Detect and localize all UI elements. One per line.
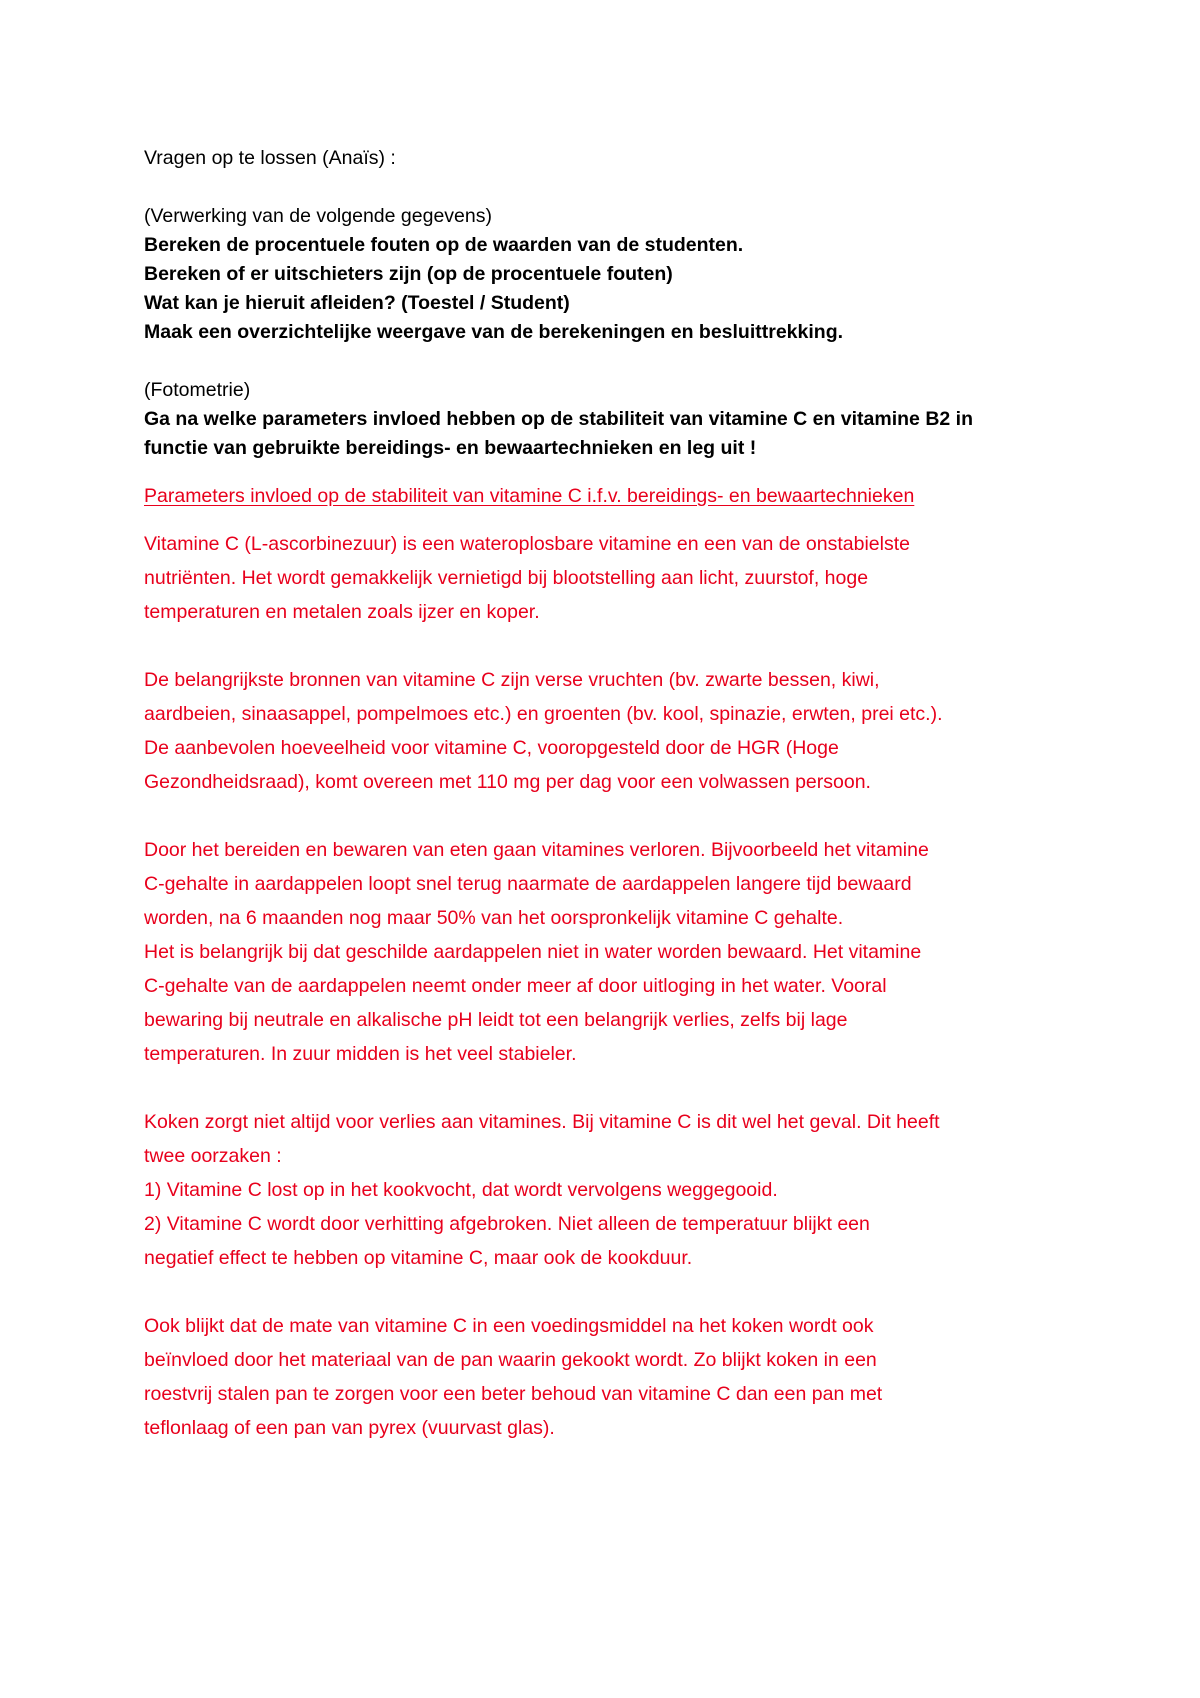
answer-p1-line-3: temperaturen en metalen zoals ijzer en koper. xyxy=(144,601,540,623)
section-heading-fotometrie: (Fotometrie) xyxy=(144,379,251,401)
answer-p4-line-3: 1) Vitamine C lost op in het kookvocht, dat wordt vervolgens weggegooid. xyxy=(144,1179,778,1201)
answer-p2-line-1: De belangrijkste bronnen van vitamine C zijn verse vruchten (bv. zwarte bessen, kiwi, xyxy=(144,669,880,691)
answer-paragraph-5 xyxy=(144,1309,1074,1445)
answer-p5-line-4: teflonlaag of een pan van pyrex (vuurvast glas). xyxy=(144,1417,555,1439)
answer-p4-line-4: 2) Vitamine C wordt door verhitting afgebroken. Niet alleen de temperatuur blijkt een xyxy=(144,1213,870,1235)
answer-p3-line-3: worden, na 6 maanden nog maar 50% van het oorspronkelijk vitamine C gehalte. xyxy=(144,907,844,929)
answer-p2-line-2: aardbeien, sinaasappel, pompelmoes etc.) en groenten (bv. kool, spinazie, erwten, prei etc.). xyxy=(144,703,943,725)
answer-p3-line-7: temperaturen. In zuur midden is het veel stabieler. xyxy=(144,1043,577,1065)
question-1: Bereken de procentuele fouten op de waarden van de studenten. xyxy=(144,234,744,256)
section-verwerking xyxy=(144,202,1074,347)
question-4: Maak een overzichtelijke weergave van de berekeningen en besluittrekking. xyxy=(144,321,844,343)
answer-p1-line-1: Vitamine C (L-ascorbinezuur) is een wateroplosbare vitamine en een van de onstabielste xyxy=(144,533,910,555)
answer-p4-line-5: negatief effect te hebben op vitamine C, maar ook de kookduur. xyxy=(144,1247,693,1269)
answer-p3-line-4: Het is belangrijk bij dat geschilde aardappelen niet in water worden bewaard. Het vitamine xyxy=(144,941,922,963)
answer-p5-line-3: roestvrij stalen pan te zorgen voor een beter behoud van vitamine C dan een pan met xyxy=(144,1383,883,1405)
answer-p1-line-2: nutriënten. Het wordt gemakkelijk vernietigd bij blootstelling aan licht, zuurstof, hoge xyxy=(144,567,869,589)
answer-paragraph-1 xyxy=(144,527,1074,629)
answer-paragraph-3 xyxy=(144,833,1074,1071)
answer-p3-line-2: C-gehalte in aardappelen loopt snel terug naarmate de aardappelen langere tijd bewaard xyxy=(144,873,912,895)
answer-p4-line-1: Koken zorgt niet altijd voor verlies aan vitamines. Bij vitamine C is dit wel het geval. Dit heeft xyxy=(144,1111,940,1133)
title-line: Vragen op te lossen (Anaïs) : xyxy=(144,147,396,169)
answer-paragraph-2 xyxy=(144,663,1074,799)
answer-p3-line-6: bewaring bij neutrale en alkalische pH leidt tot een belangrijk verlies, zelfs bij lage xyxy=(144,1009,848,1031)
fotometrie-question-line-2: functie van gebruikte bereidings- en bewaartechnieken en leg uit ! xyxy=(144,437,757,459)
question-3: Wat kan je hieruit afleiden? (Toestel / Student) xyxy=(144,292,570,314)
document-body xyxy=(144,144,1074,1445)
question-2: Bereken of er uitschieters zijn (op de procentuele fouten) xyxy=(144,263,673,285)
fotometrie-question-line-1: Ga na welke parameters invloed hebben op de stabiliteit van vitamine C en vitamine B2 in xyxy=(144,408,973,430)
section-heading-verwerking: (Verwerking van de volgende gegevens) xyxy=(144,205,492,227)
answer-paragraph-4 xyxy=(144,1105,1074,1275)
answer-p2-line-3: De aanbevolen hoeveelheid voor vitamine C, vooropgesteld door de HGR (Hoge xyxy=(144,737,839,759)
answer-p5-line-1: Ook blijkt dat de mate van vitamine C in een voedingsmiddel na het koken wordt ook xyxy=(144,1315,874,1337)
section-fotometrie xyxy=(144,376,1074,463)
answer-p2-line-4: Gezondheidsraad), komt overeen met 110 mg per dag voor een volwassen persoon. xyxy=(144,771,871,793)
answer-p3-line-5: C-gehalte van de aardappelen neemt onder meer af door uitloging in het water. Vooral xyxy=(144,975,887,997)
answer-p3-line-1: Door het bereiden en bewaren van eten gaan vitamines verloren. Bijvoorbeeld het vitamine xyxy=(144,839,929,861)
answer-p4-line-2: twee oorzaken : xyxy=(144,1145,282,1167)
answer-heading: Parameters invloed op de stabiliteit van vitamine C i.f.v. bereidings- en bewaartechnieken xyxy=(144,485,915,507)
answer-p5-line-2: beïnvloed door het materiaal van de pan waarin gekookt wordt. Zo blijkt koken in een xyxy=(144,1349,877,1371)
